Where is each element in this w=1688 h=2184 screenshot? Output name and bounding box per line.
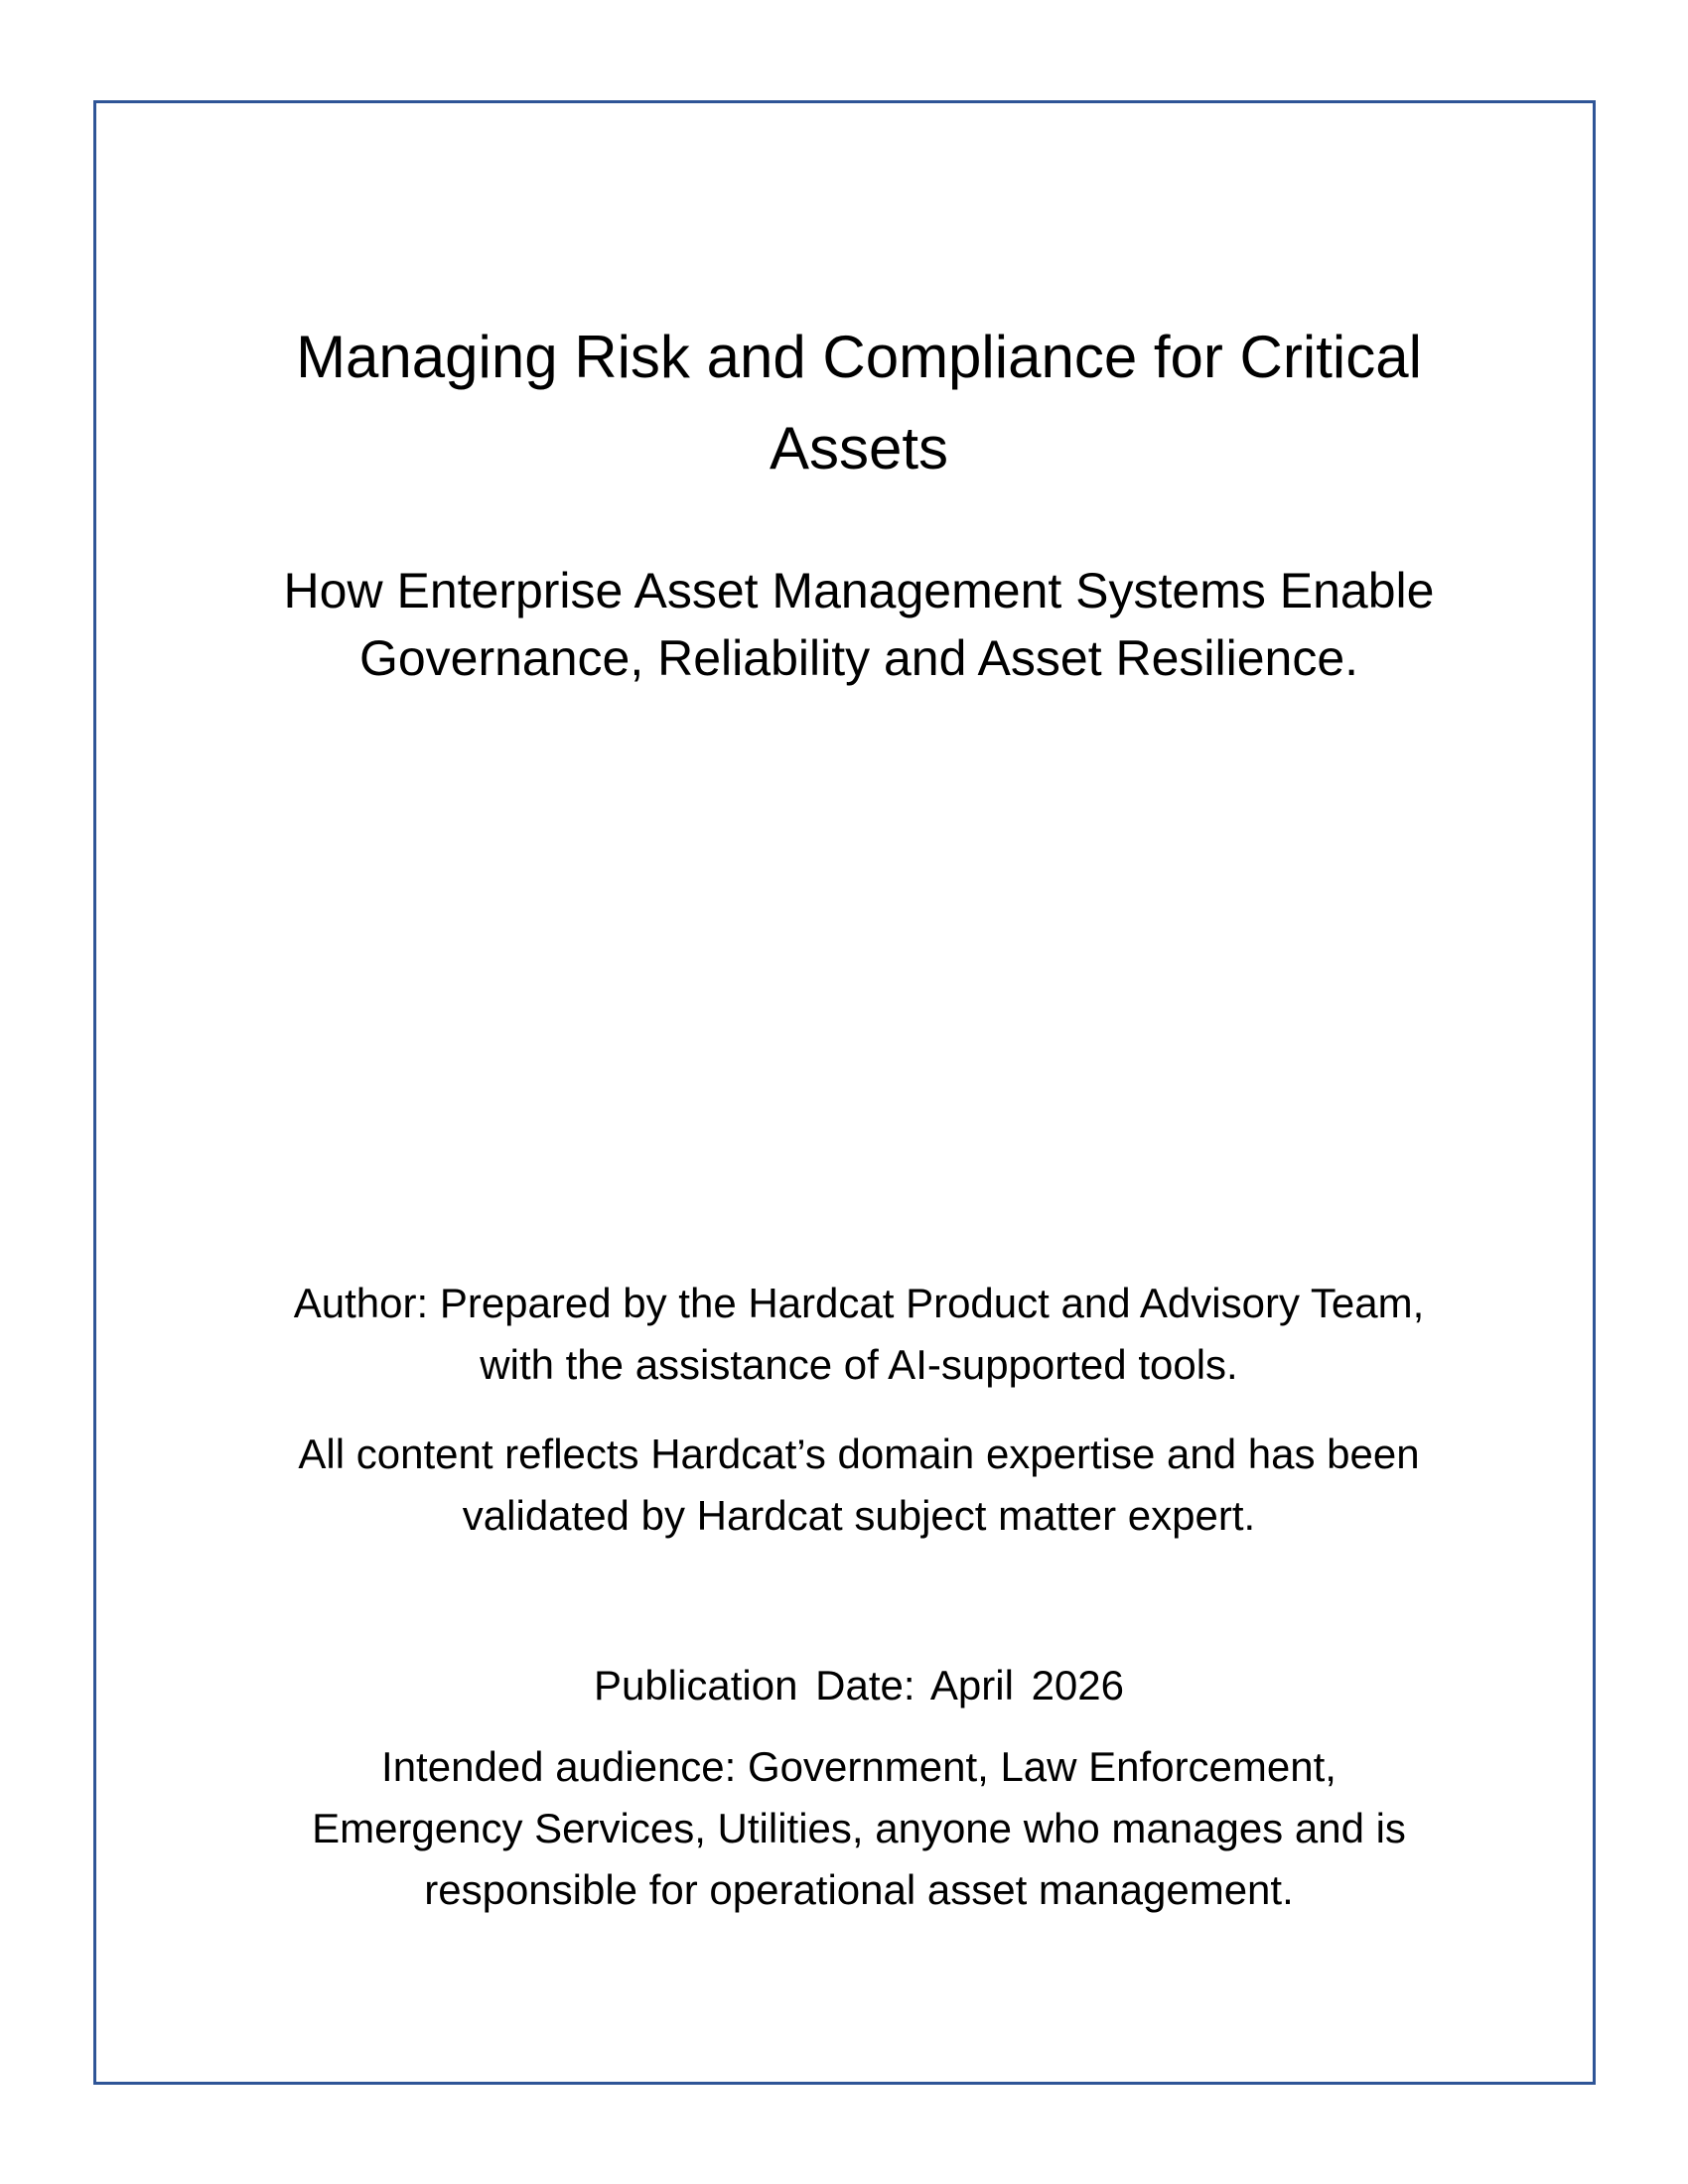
- validation-line-2: validated by Hardcat subject matter expert.: [462, 1492, 1256, 1539]
- validation-line-1: All content reflects Hardcat’s domain expertise and has been: [298, 1431, 1420, 1477]
- title-line-2: Assets: [769, 415, 949, 481]
- subtitle-line-1: How Enterprise Asset Management Systems Enable: [283, 563, 1435, 618]
- audience-line-2: Emergency Services, Utilities, anyone who manages and is: [312, 1805, 1406, 1851]
- intended-audience: [209, 1736, 1509, 1921]
- author-line-2: with the assistance of AI-supported tools.: [480, 1341, 1238, 1388]
- audience-line-1: Intended audience: Government, Law Enforcement,: [381, 1743, 1336, 1790]
- author-line-1: Author: Prepared by the Hardcat Product and Advisory Team,: [293, 1280, 1425, 1326]
- document-title: [209, 312, 1509, 494]
- publication-date: [209, 1655, 1509, 1716]
- subtitle-line-2: Governance, Reliability and Asset Resilience.: [358, 630, 1359, 686]
- audience-line-3: responsible for operational asset management.: [424, 1866, 1294, 1913]
- publication-date-text: Publication Date: April 2026: [594, 1662, 1124, 1708]
- validation-statement: [209, 1424, 1509, 1547]
- author-statement: [209, 1273, 1509, 1396]
- title-line-1: Managing Risk and Compliance for Critical: [296, 324, 1422, 390]
- document-subtitle: [209, 557, 1509, 692]
